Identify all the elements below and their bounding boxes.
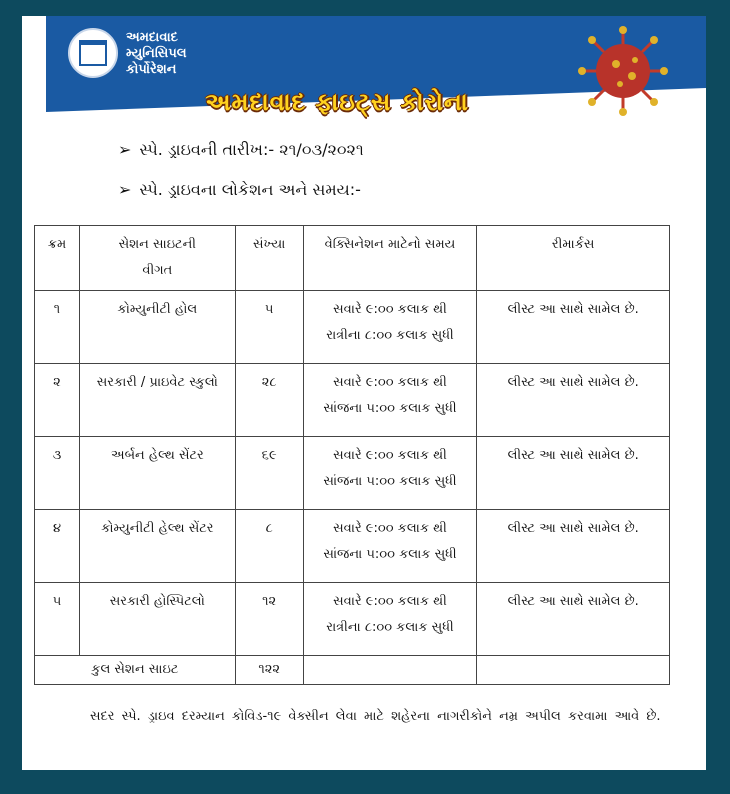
cell-count: ૨૮ bbox=[235, 364, 303, 437]
cell-time bbox=[303, 583, 477, 656]
total-empty-time bbox=[303, 656, 477, 685]
document-page bbox=[22, 16, 706, 770]
cell-site: અર્બન હેલ્થ સેંટર bbox=[79, 437, 235, 510]
cell-site: સરકારી હોસ્પિટલો bbox=[79, 583, 235, 656]
cell-serial: ૪ bbox=[35, 510, 80, 583]
header-serial: ક્રમ bbox=[35, 226, 80, 291]
cell-count: ૫ bbox=[235, 291, 303, 364]
drive-location-text: સ્પે. ડ્રાઇવના લોકેશન અને સમય:- bbox=[139, 180, 361, 199]
arrow-bullet-icon: ➢ bbox=[118, 180, 132, 199]
total-label: કુલ સેશન સાઇટ bbox=[35, 656, 236, 685]
time-end: રાત્રીના ૮:૦૦ કલાક સુધી bbox=[326, 328, 454, 343]
org-line-1: અમદાવાદ bbox=[126, 30, 178, 45]
drive-date bbox=[118, 140, 364, 160]
table-row bbox=[35, 291, 670, 364]
cell-time bbox=[303, 510, 477, 583]
time-end: સાંજના ૫:૦૦ કલાક સુધી bbox=[323, 474, 457, 489]
cell-remarks: લીસ્ટ આ સાથે સામેલ છે. bbox=[477, 437, 670, 510]
cell-remarks: લીસ્ટ આ સાથે સામેલ છે. bbox=[477, 583, 670, 656]
table-row bbox=[35, 364, 670, 437]
total-count: ૧૨૨ bbox=[235, 656, 303, 685]
header-site bbox=[79, 226, 235, 291]
cell-site: કોમ્યુનીટી હોલ bbox=[79, 291, 235, 364]
campaign-headline: અમદાવાદ ફાઇટ્સ કોરોના bbox=[205, 88, 469, 116]
table-row bbox=[35, 510, 670, 583]
arrow-bullet-icon: ➢ bbox=[118, 140, 132, 159]
cell-site: કોમ્યુનીટી હેલ્થ સેંટર bbox=[79, 510, 235, 583]
header-site-line-2: વીગત bbox=[142, 263, 173, 278]
cell-site: સરકારી / પ્રાઇવેટ સ્કુલો bbox=[79, 364, 235, 437]
cell-serial: ૩ bbox=[35, 437, 80, 510]
cell-remarks: લીસ્ટ આ સાથે સામેલ છે. bbox=[477, 291, 670, 364]
header-time: વેક્સિનેશન માટેનો સમય bbox=[303, 226, 477, 291]
cell-count: ૮ bbox=[235, 510, 303, 583]
time-start: સવારે ૯:૦૦ કલાક થી bbox=[333, 594, 447, 609]
org-line-2: મ્યુનિસિપલ bbox=[126, 46, 187, 61]
drive-date-text: સ્પે. ડ્રાઇવની તારીખ:- ૨૧/૦૩/૨૦૨૧ bbox=[139, 140, 364, 159]
total-empty-remarks bbox=[477, 656, 670, 685]
cell-time bbox=[303, 364, 477, 437]
header-remarks: રીમાર્કસ bbox=[477, 226, 670, 291]
cell-count: ૧૨ bbox=[235, 583, 303, 656]
table-row bbox=[35, 437, 670, 510]
cell-count: ૬૯ bbox=[235, 437, 303, 510]
time-end: સાંજના ૫:૦૦ કલાક સુધી bbox=[323, 547, 457, 562]
cell-serial: ૫ bbox=[35, 583, 80, 656]
cell-time bbox=[303, 291, 477, 364]
cell-serial: ૧ bbox=[35, 291, 80, 364]
header-site-line-1: સેશન સાઇટની bbox=[118, 237, 197, 252]
table-header-row bbox=[35, 226, 670, 291]
session-schedule-table bbox=[34, 225, 670, 685]
time-start: સવારે ૯:૦૦ કલાક થી bbox=[333, 521, 447, 536]
time-start: સવારે ૯:૦૦ કલાક થી bbox=[333, 302, 447, 317]
drive-location bbox=[118, 180, 361, 200]
organization-name bbox=[126, 30, 187, 78]
time-start: સવારે ૯:૦૦ કલાક થી bbox=[333, 375, 447, 390]
cell-serial: ૨ bbox=[35, 364, 80, 437]
table-row bbox=[35, 583, 670, 656]
appeal-note: સદર સ્પે. ડ્રાઇવ દરમ્યાન કોવિડ-૧૯ વેક્સીન લેવા માટે શહેરના નાગરીકોને નમ્ર અપીલ કરવામા આવે છે. bbox=[90, 709, 661, 724]
time-end: સાંજના ૫:૦૦ કલાક સુધી bbox=[323, 401, 457, 416]
time-end: રાત્રીના ૮:૦૦ કલાક સુધી bbox=[326, 620, 454, 635]
org-line-3: કોર્પોરેશન bbox=[126, 62, 177, 77]
coronavirus-icon bbox=[578, 26, 668, 116]
amc-seal-icon bbox=[68, 28, 118, 78]
time-start: સવારે ૯:૦૦ કલાક થી bbox=[333, 448, 447, 463]
header-count: સંખ્યા bbox=[235, 226, 303, 291]
cell-time bbox=[303, 437, 477, 510]
total-row bbox=[35, 656, 670, 685]
cell-remarks: લીસ્ટ આ સાથે સામેલ છે. bbox=[477, 510, 670, 583]
cell-remarks: લીસ્ટ આ સાથે સામેલ છે. bbox=[477, 364, 670, 437]
